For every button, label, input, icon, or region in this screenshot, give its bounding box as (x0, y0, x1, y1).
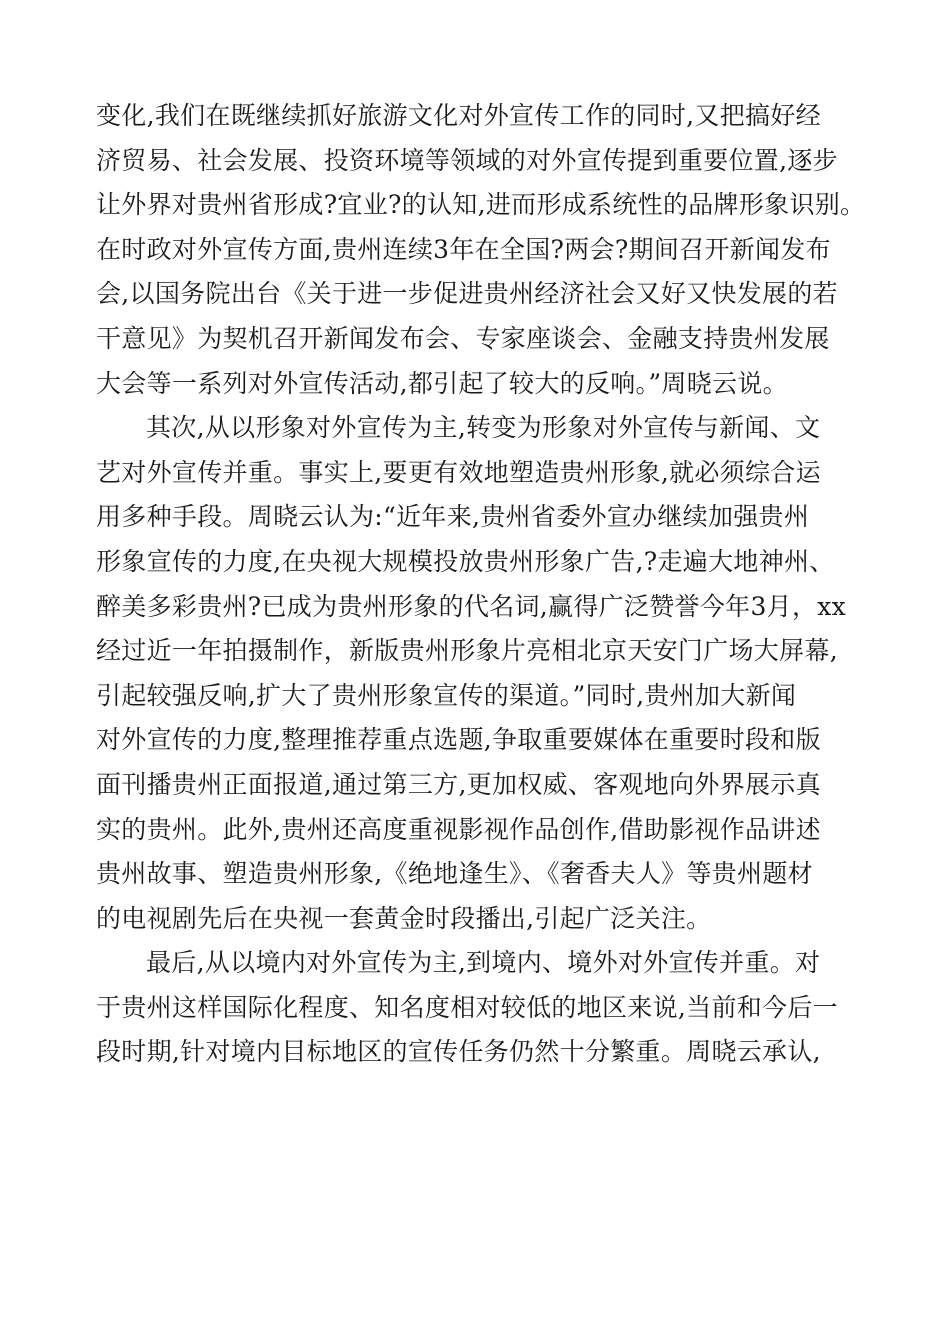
text-line: 变化,我们在既继续抓好旅游文化对外宣传工作的同时,又把搞好经 (96, 101, 821, 130)
text-line: 段时期,针对境内目标地区的宣传任务仍然十分繁重。周晓云承认, (96, 1037, 821, 1067)
text-line: 经过近一年拍摄制作，新版贵州形象片亮相北京天安门广场大屏幕, (96, 636, 838, 666)
text-line: 形象宣传的力度,在央视大规模投放贵州形象广告,?走遍大地神州、 (96, 546, 835, 576)
text-line: 对外宣传的力度,整理推荐重点选题,争取重要媒体在重要时段和版 (96, 725, 821, 755)
text-line: 醉美多彩贵州?已成为贵州形象的代名词,赢得广泛赞誉今年3月，xx (96, 591, 847, 621)
body-text (96, 94, 876, 1075)
text-line: 济贸易、社会发展、投资环境等领域的对外宣传提到重要位置,逐步 (96, 145, 838, 175)
text-line: 面刊播贵州正面报道,通过第三方,更加权威、客观地向外界展示真 (96, 769, 821, 799)
text-line: 贵州故事、塑造贵州形象,《绝地逢生》、《奢香夫人》等贵州题材 (96, 859, 813, 889)
paragraph-start-line: 最后,从以境内对外宣传为主,到境内、境外对外宣传并重。对 (146, 948, 821, 978)
text-line: 于贵州这样国际化程度、知名度相对较低的地区来说,当前和今后一 (96, 992, 838, 1022)
text-line: 在时政对外宣传方面,贵州连续3年在全国?两会?期间召开新闻发布 (96, 234, 831, 264)
text-line: 让外界对贵州省形成?宜业?的认知,进而形成系统性的品牌形象识别。 (96, 190, 866, 220)
text-line: 的电视剧先后在央视一套黄金时段播出,引起广泛关注。 (96, 903, 712, 933)
text-line: 干意见》为契机召开新闻发布会、专家座谈会、金融支持贵州发展 (96, 323, 830, 353)
text-line: 实的贵州。此外,贵州还高度重视影视作品创作,借助影视作品讲述 (96, 814, 821, 844)
paragraph-start-line: 其次,从以形象对外宣传为主,转变为形象对外宣传与新闻、文 (146, 413, 821, 443)
text-line: 大会等一系列对外宣传活动,都引起了较大的反响。”周晓云说。 (96, 368, 788, 398)
text-line: 会,以国务院出台《关于进一步促进贵州经济社会又好又快发展的若 (96, 279, 838, 309)
text-line: 艺对外宣传并重。事实上,要更有效地塑造贵州形象,就必须综合运 (96, 457, 821, 487)
text-line: 用多种手段。周晓云认为:“近年来,贵州省委外宣办继续加强贵州 (96, 502, 810, 532)
text-line: 引起较强反响,扩大了贵州形象宣传的渠道。”同时,贵州加大新闻 (96, 680, 797, 710)
